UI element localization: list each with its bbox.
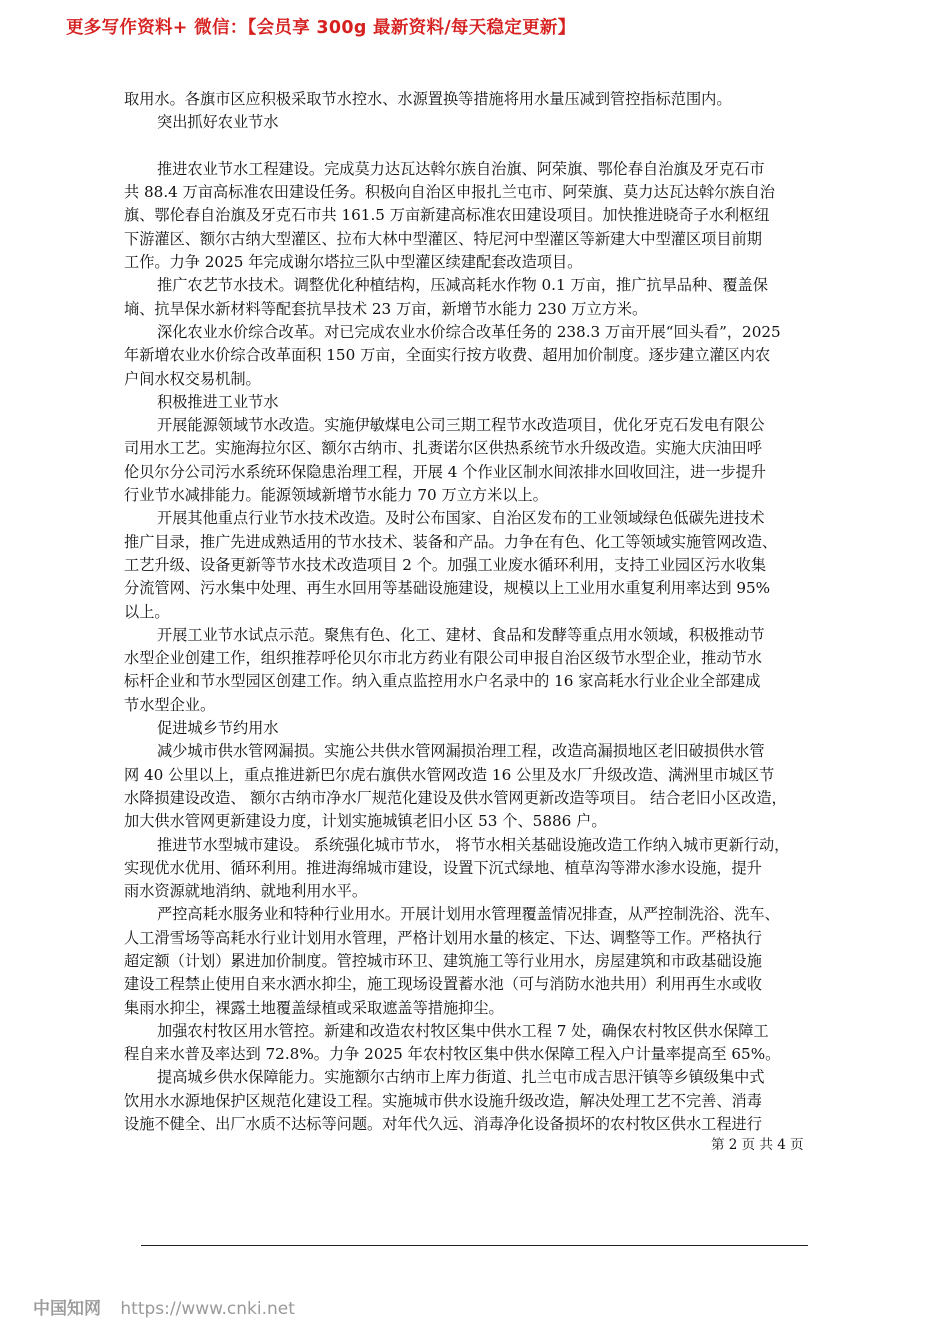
paragraph-line: 下游灌区、额尔古纳大型灌区、拉布大林中型灌区、特尼河中型灌区等新建大中型灌区项目前期 xyxy=(124,229,762,248)
cnki-watermark xyxy=(33,1294,295,1319)
paragraph-first-line: 开展其他重点行业节水技术改造。及时公布国家、自治区发布的工业领域绿色低碳先进技术 xyxy=(157,509,765,528)
paragraph-first-line: 提高城乡供水保障能力。实施额尔古纳市上库力街道、扎兰屯市成吉思汗镇等乡镇级集中式 xyxy=(157,1068,765,1087)
paragraph-line: 共 88.4 万亩高标准农田建设任务。积极向自治区申报扎兰屯市、阿荣旗、莫力达瓦达斡尔族自治 xyxy=(124,183,775,202)
paragraph-line: 户间水权交易机制。 xyxy=(124,369,261,388)
paragraph-first-line: 积极推进工业节水 xyxy=(157,392,279,411)
footer-divider xyxy=(141,1245,808,1246)
paragraph-line: 建设工程禁止使用自来水洒水抑尘，施工现场设置蓄水池（可与消防水池共用）利用再生水或收 xyxy=(124,975,762,994)
page-number: 第 2 页 共 4 页 xyxy=(711,1137,804,1153)
paragraph-line: 人工滑雪场等高耗水行业计划用水管理，严格计划用水量的核定、下达、调整等工作。严格执行 xyxy=(124,928,762,947)
watermark-brand: 中国知网 xyxy=(33,1299,101,1319)
paragraph-line: 司用水工艺。实施海拉尔区、额尔古纳市、扎赉诺尔区供热系统节水升级改造。实施大庆油田呼 xyxy=(124,439,762,458)
paragraph-first-line: 推进农业节水工程建设。完成莫力达瓦达斡尔族自治旗、阿荣旗、鄂伦春自治旗及牙克石市 xyxy=(157,159,765,178)
paragraph-line: 取用水。各旗市区应积极采取节水控水、水源置换等措施将用水量压减到管控指标范围内。 xyxy=(124,90,732,108)
paragraph-line: 行业节水减排能力。能源领域新增节水能力 70 万立方米以上。 xyxy=(124,486,548,505)
paragraph-line: 标杆企业和节水型园区创建工作。纳入重点监控用水户名录中的 16 家高耗水行业企业全部建成 xyxy=(124,672,761,691)
paragraph-line: 设施不健全、出厂水质不达标等问题。对年代久远、消毒净化设备损坏的农村牧区供水工程进行 xyxy=(124,1115,762,1134)
paragraph-line: 饮用水水源地保护区规范化建设工程。实施城市供水设施升级改造，解决处理工艺不完善、消毒 xyxy=(124,1091,762,1110)
paragraph-first-line: 促进城乡节约用水 xyxy=(157,719,279,738)
paragraph-line: 程自来水普及率达到 72.8%。力争 2025 年农村牧区集中供水保障工程入户计量率提高至 65%。 xyxy=(124,1045,781,1064)
paragraph-line: 伦贝尔分公司污水系统环保隐患治理工程，开展 4 个作业区制水间浓排水回收回注，进一步提升 xyxy=(124,462,767,481)
paragraph-line: 网 40 公里以上，重点推进新巴尔虎右旗供水管网改造 16 公里及水厂升级改造、满洲里市城区节 xyxy=(124,765,775,784)
paragraph-first-line: 深化农业水价综合改革。对已完成农业水价综合改革任务的 238.3 万亩开展“回头看”，2025 xyxy=(157,322,781,341)
promo-banner: 更多写作资料+ 微信：【会员享 300g 最新资料/每天稳定更新】 xyxy=(66,18,576,38)
paragraph-first-line: 推广农艺节水技术。调整优化种植结构，压减高耗水作物 0.1 万亩，推广抗旱品种、覆盖保 xyxy=(157,276,768,295)
paragraph-first-line: 开展工业节水试点示范。聚焦有色、化工、建材、食品和发酵等重点用水领域，积极推动节 xyxy=(157,625,765,644)
paragraph-line: 以上。 xyxy=(124,602,170,621)
paragraph-line: 分流管网、污水集中处理、再生水回用等基础设施建设，规模以上工业用水重复利用率达到 95% xyxy=(124,579,771,598)
paragraph-line: 墒、抗旱保水新材料等配套抗旱技术 23 万亩，新增节水能力 230 万立方米。 xyxy=(124,299,648,318)
paragraph-line: 节水型企业。 xyxy=(124,695,216,714)
paragraph-first-line: 开展能源领域节水改造。实施伊敏煤电公司三期工程节水改造项目，优化牙克石发电有限公 xyxy=(157,416,765,435)
paragraph-line: 实现优水优用、循环利用。推进海绵城市建设，设置下沉式绿地、植草沟等滞水渗水设施，提升 xyxy=(124,858,762,877)
paragraph-line: 超定额（计划）累进加价制度。管控城市环卫、建筑施工等行业用水，房屋建筑和市政基础设施 xyxy=(124,951,762,970)
paragraph-line: 年新增农业水价综合改革面积 150 万亩，全面实行按方收费、超用加价制度。逐步建立灌区内农 xyxy=(124,346,771,365)
watermark-url: https://www.cnki.net xyxy=(120,1299,295,1319)
paragraph-line: 加大供水管网更新建设力度，计划实施城镇老旧小区 53 个、5886 户。 xyxy=(124,812,607,831)
paragraph-line: 雨水资源就地消纳、就地利用水平。 xyxy=(124,882,367,901)
paragraph-line: 水降损建设改造、 额尔古纳市净水厂规范化建设及供水管网更新改造等项目。 结合老旧小区改造， xyxy=(124,788,787,807)
document-body xyxy=(124,88,832,1136)
paragraph-first-line: 突出抓好农业节水 xyxy=(157,113,279,132)
paragraph-line: 水型企业创建工作，组织推荐呼伦贝尔市北方药业有限公司申报自治区级节水型企业，推动节水 xyxy=(124,649,762,668)
paragraph-line: 旗、鄂伦春自治旗及牙克石市共 161.5 万亩新建高标准农田建设项目。加快推进晓奇子水利枢纽 xyxy=(124,206,770,225)
paragraph-line: 工艺升级、设备更新等节水技术改造项目 2 个。加强工业废水循环利用，支持工业园区污水收集 xyxy=(124,555,767,574)
paragraph-first-line: 减少城市供水管网漏损。实施公共供水管网漏损治理工程，改造高漏损地区老旧破损供水管 xyxy=(157,742,765,761)
paragraph-first-line: 加强农村牧区用水管控。新建和改造农村牧区集中供水工程 7 处，确保农村牧区供水保障工 xyxy=(157,1021,769,1040)
blank-line xyxy=(124,135,832,158)
paragraph-line: 推广目录，推广先进成熟适用的节水技术、装备和产品。力争在有色、化工等领域实施管网改造、 xyxy=(124,532,778,551)
paragraph-first-line: 严控高耗水服务业和特种行业用水。开展计划用水管理覆盖情况排查，从严控制洗浴、洗车、 xyxy=(157,905,780,924)
paragraph-line: 集雨水抑尘，裸露土地覆盖绿植或采取遮盖等措施抑尘。 xyxy=(124,998,504,1017)
paragraph-first-line: 推进节水型城市建设。 系统强化城市节水， 将节水相关基础设施改造工作纳入城市更新行动， xyxy=(157,835,790,854)
paragraph-line: 工作。力争 2025 年完成谢尔塔拉三队中型灌区续建配套改造项目。 xyxy=(124,253,583,272)
